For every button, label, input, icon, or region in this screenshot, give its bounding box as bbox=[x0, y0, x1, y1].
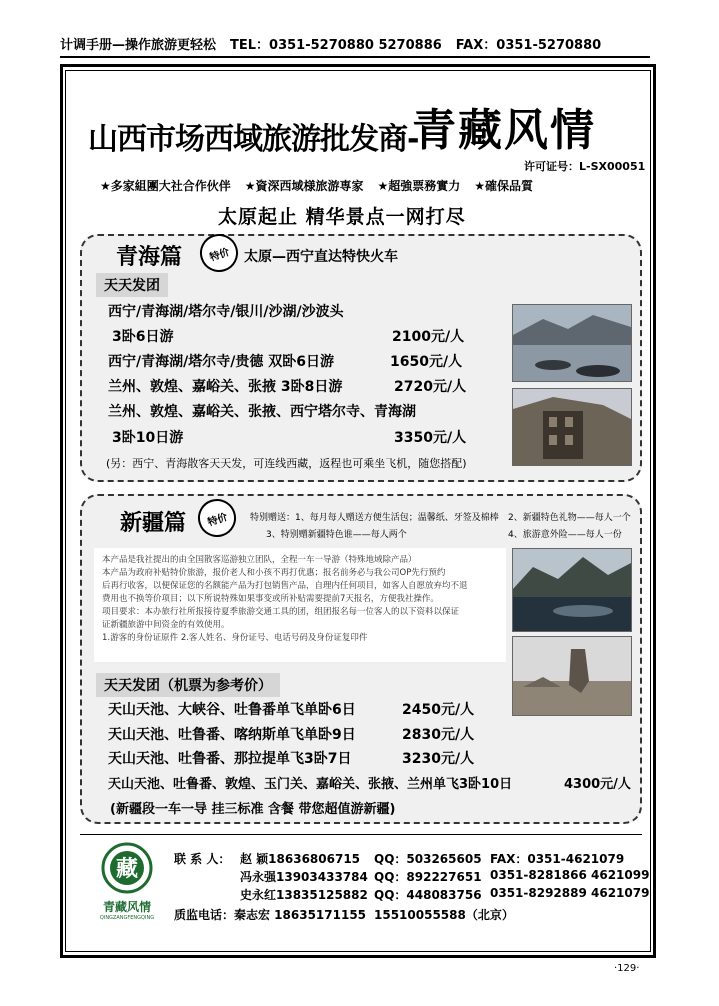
xinjiang-special-stamp: 特价 bbox=[193, 494, 241, 542]
lake-photo bbox=[512, 304, 632, 382]
xinjiang-info-box bbox=[94, 548, 506, 662]
contact-qq-3: QQ：448083756 bbox=[374, 888, 482, 902]
tianchi-photo bbox=[512, 548, 632, 632]
logo-seal-graphic bbox=[92, 842, 162, 894]
logo-seal-char: 藏 bbox=[115, 857, 139, 882]
xinjiang-gift-4: 4、旅游意外险——每人一份 bbox=[508, 530, 622, 540]
contact-person-1: 赵 颖18636806715 bbox=[240, 852, 361, 866]
xinjiang-price-4: 4300元/人 bbox=[564, 777, 631, 792]
contact-person-2: 冯永强13903433784 bbox=[240, 870, 368, 884]
xinjiang-gift-2: 2、新疆特色礼物——每人一个 bbox=[508, 513, 631, 523]
info-line: 后再行收客，以便保证您的名额能产品为打包销售产品，自理内任何项目，如客人自愿放弃均不退 bbox=[102, 581, 468, 591]
contact-qq-1: QQ：503265605 bbox=[374, 852, 482, 866]
xinjiang-daily-tag: 天天发团（机票为参考价） bbox=[96, 673, 280, 697]
qinghai-price-2: 1650元/人 bbox=[390, 354, 463, 370]
feature-item: ★多家組團大社合作伙伴 bbox=[100, 179, 231, 193]
desert-photo bbox=[512, 636, 632, 716]
contact-phone-2: 0351-8292889 4621079 bbox=[490, 886, 650, 900]
info-line: 证新疆旅游中间资金的有效使用。 bbox=[102, 620, 230, 630]
xinjiang-gift-3: 3、特别赠新疆特色谁——每人两个 bbox=[266, 530, 407, 540]
contact-phone-1: 0351-8281866 4621099 bbox=[490, 868, 650, 882]
page-number: ·129· bbox=[614, 963, 640, 974]
header-fax: FAX：0351-5270880 bbox=[455, 38, 602, 53]
header-tel: TEL：0351-5270880 5270886 bbox=[230, 38, 442, 53]
quality-phone-beijing: 15510055588（北京） bbox=[374, 908, 514, 922]
contact-label: 联 系 人： bbox=[174, 852, 231, 866]
quality-phone: 质监电话：秦志宏 18635171155 bbox=[174, 908, 367, 922]
xinjiang-route-1: 天山天池、大峡谷、吐鲁番单飞单卧6日 bbox=[108, 702, 356, 718]
feature-item: ★資深西域様旅游専家 bbox=[244, 179, 364, 193]
qinghai-note: (另：西宁、青海散客天天发，可连线西藏，返程也可乘坐飞机，随您搭配) bbox=[106, 457, 467, 470]
brand-title-left: 山西市场西域旅游批发商- bbox=[88, 122, 419, 157]
qinghai-price-1: 2100元/人 bbox=[392, 329, 465, 345]
qinghai-duration-1: 3卧6日游 bbox=[112, 329, 174, 345]
xinjiang-price-3: 3230元/人 bbox=[402, 751, 475, 767]
info-line: 项目要求：本办旅行社所报接待夏季旅游交通工具的团，组团报名每一位客人的以下资料以保证 bbox=[102, 607, 460, 617]
brand-title-right: 青藏风情 bbox=[412, 105, 596, 156]
qinghai-route-4: 兰州、敦煌、嘉峪关、张掖、西宁塔尔寺、青海湖 bbox=[108, 404, 416, 420]
xinjiang-footer-note: (新疆段一车一导 挂三标准 含餐 带您超值游新疆) bbox=[110, 802, 396, 817]
info-line: 本产品是我社提出的由全国散客巡游独立团队，全程一车一导游（特殊地域除产品） bbox=[102, 555, 417, 565]
xinjiang-price-1: 2450元/人 bbox=[402, 702, 475, 718]
feature-list bbox=[100, 177, 640, 194]
company-logo bbox=[92, 842, 162, 921]
qinghai-price-4: 3350元/人 bbox=[394, 430, 467, 446]
contact-divider bbox=[80, 834, 642, 835]
qinghai-route-2: 西宁/青海湖/塔尔寺/贵德 双卧6日游 bbox=[108, 354, 334, 370]
xinjiang-gift-1: 特别赠送：1、每月每人赠送方便生活包；温馨纸、牙签及棉棒 bbox=[250, 513, 499, 523]
xinjiang-price-2: 2830元/人 bbox=[402, 727, 475, 743]
qinghai-duration-4: 3卧10日游 bbox=[112, 430, 184, 446]
qinghai-price-3: 2720元/人 bbox=[394, 379, 467, 395]
qinghai-title: 青海篇 bbox=[116, 245, 183, 270]
info-line: 费用也不换等价项目；以下所说特殊如果事变或所补贴需要提前7天报名，方便我社操作。 bbox=[102, 594, 439, 604]
contact-person-3: 史永红13835125882 bbox=[240, 888, 368, 902]
xinjiang-route-3: 天山天池、吐鲁番、那拉提单飞3卧7日 bbox=[108, 751, 352, 767]
logo-subtext: QINGZANGFENGQING bbox=[99, 915, 155, 921]
info-line: 本产品为政府补贴特价旅游，报价老人和小孩不再打优惠；报名前务必与我公司OP先行预约 bbox=[102, 568, 446, 578]
contact-fax: FAX：0351-4621079 bbox=[490, 852, 625, 866]
qinghai-special-stamp: 特价 bbox=[195, 229, 243, 277]
xinjiang-route-2: 天山天池、吐鲁番、喀纳斯单飞单卧9日 bbox=[108, 727, 356, 743]
xinjiang-title: 新疆篇 bbox=[120, 511, 187, 536]
license-number: 许可证号：L-SX00051 bbox=[524, 160, 646, 173]
slogan: 太原起止 精华景点一网打尽 bbox=[218, 206, 466, 228]
qinghai-subtitle: 太原—西宁直达特快火车 bbox=[244, 249, 398, 265]
contact-qq-2: QQ：892227651 bbox=[374, 870, 482, 884]
grottoes-photo bbox=[512, 388, 632, 466]
feature-item: ★超強票務實力 bbox=[377, 179, 461, 193]
qinghai-route-3: 兰州、敦煌、嘉峪关、张掖 3卧8日游 bbox=[108, 379, 343, 395]
feature-item: ★確保品質 bbox=[474, 179, 534, 193]
logo-text: 青藏风情 bbox=[102, 900, 151, 914]
xinjiang-route-4: 天山天池、吐鲁番、敦煌、玉门关、嘉峪关、张掖、兰州单飞3卧10日 bbox=[108, 777, 513, 792]
info-line: 1.游客的身份证原件 2.客人姓名、身份证号、电话号码及身份证复印件 bbox=[102, 633, 368, 643]
header-title: 计调手册—操作旅游更轻松 bbox=[60, 38, 217, 53]
top-header-bar bbox=[60, 34, 650, 58]
qinghai-route-1: 西宁/青海湖/塔尔寺/银川/沙湖/沙波头 bbox=[108, 304, 344, 320]
qinghai-daily-tag: 天天发团 bbox=[96, 273, 168, 297]
